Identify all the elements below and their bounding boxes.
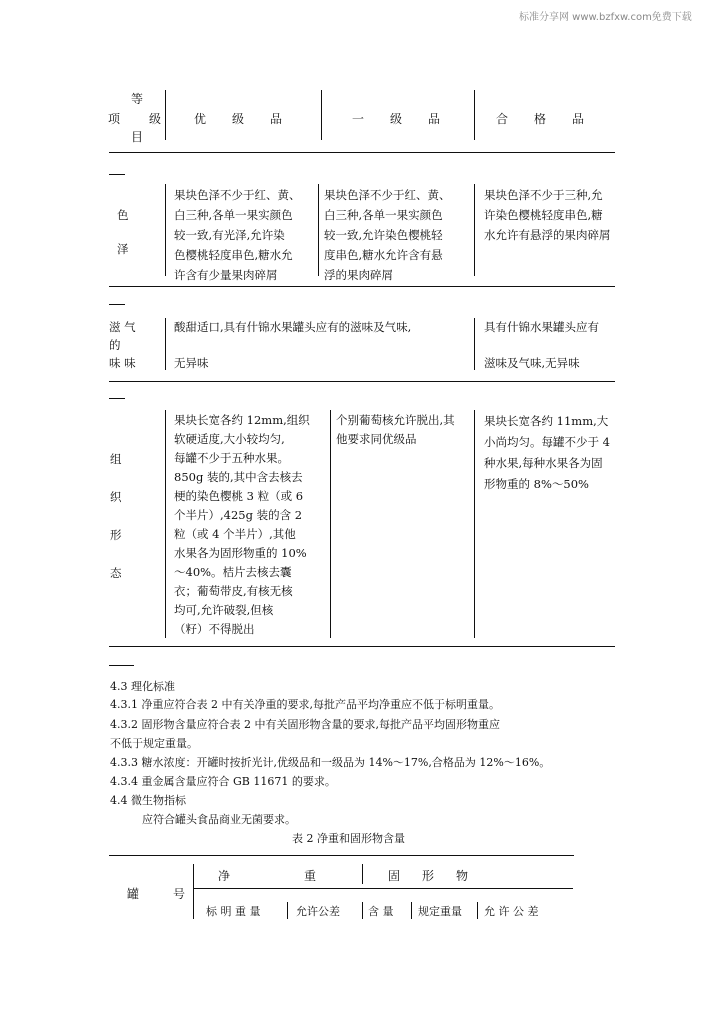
- table-rule: [109, 381, 615, 382]
- table-rule: [109, 286, 615, 287]
- clause-text: 应符合罐头食品商业无菌要求。: [142, 813, 296, 826]
- taste-label: 的: [109, 338, 121, 352]
- header-level-label: 级: [149, 112, 162, 126]
- clause-text: 4.3.4 重金属含量应符合 GB 11671 的要求。: [110, 775, 336, 788]
- section-heading: 4.3 理化标准: [110, 680, 175, 693]
- solids-content-header: 含 量: [368, 905, 394, 918]
- color-premium-text: 果块色泽不少于红、黄、 白三种,各单一果实颜色 较一致,有光泽,允许染 色樱桃轻度串色,糖水允 许含有少量果肉碎屑: [174, 188, 301, 282]
- texture-first-grade-text: 个别葡萄核允许脱出,其 他要求同优级品: [336, 413, 455, 446]
- column-divider: [474, 318, 475, 370]
- taste-qualified-text: 具有什锦水果罐头应有: [484, 320, 599, 334]
- column-divider: [165, 318, 166, 370]
- color-first-grade-text: 果块色泽不少于红、黄、 白三种,各单一果实颜色 较一致,允许染色樱桃轻 度串色,糖水允许含有悬 浮的果肉碎屑: [324, 188, 451, 282]
- column-divider: [474, 184, 475, 276]
- header-premium: 优 级 品: [194, 112, 283, 126]
- table-rule: [109, 855, 574, 856]
- taste-qualified-text: 滋味及气味,无异味: [484, 356, 580, 370]
- taste-premium-first-text: 酸甜适口,具有什锦水果罐头应有的滋味及气味,: [174, 320, 412, 334]
- section-heading: 4.4 微生物指标: [110, 794, 186, 807]
- taste-premium-first-text: 无异味: [174, 356, 209, 370]
- header-mu-label: 目: [131, 130, 144, 144]
- column-divider: [362, 864, 363, 884]
- column-divider: [362, 902, 363, 919]
- clause-text: 4.3.2 固形物含量应符合表 2 中有关固形物含量的要求,每批产品平均固形物重应: [110, 718, 500, 731]
- header-grade-label: 等: [131, 92, 144, 106]
- clause-text: 4.3.3 糖水浓度：开罐时按折光计,优级品和一级品为 14%～17%,合格品为 12%～16%。: [110, 756, 551, 769]
- table-rule: [109, 152, 615, 153]
- header-first-grade: 一 级 品: [352, 112, 441, 126]
- texture-premium-text: 果块长宽各约 12mm,组织 软硬适度,大小较均匀, 每罐不少于五种水果。 850g 装的,其中含去核去 梗的染色樱桃 3 粒（或 6 个半片）,425g 装的含 2 粒（或 4 个半片）,其他 水果各为固形物重的 10% ～40%。桔片去核去囊 衣；葡萄带皮,有核无核 均可,允许破裂,但核 （籽）不得脱出: [174, 413, 310, 636]
- texture-label: 组: [110, 452, 122, 466]
- table-rule: [109, 646, 615, 647]
- header-item-label: 项: [108, 112, 121, 126]
- watermark-text: 标准分享网 www.bzfxw.com免费下载: [519, 12, 692, 23]
- column-divider: [287, 902, 288, 919]
- solids-header: 固 形 物: [388, 869, 469, 883]
- column-divider: [477, 902, 478, 919]
- column-divider: [474, 90, 475, 140]
- header-qualified: 合 格 品: [496, 112, 585, 126]
- table-rule: [193, 888, 573, 889]
- taste-label: 味 味: [109, 356, 136, 370]
- column-divider: [411, 902, 412, 919]
- clause-text: 不低于规定重量。: [110, 737, 198, 750]
- taste-label: 滋 气: [109, 320, 136, 334]
- texture-label: 形: [110, 528, 122, 542]
- stated-weight-header: 标 明 重 量: [206, 905, 261, 918]
- texture-qualified-text: 果块长宽各约 11mm,大 小尚均匀。每罐不少于 4 种水果,每种水果各为固 形物重的 8%～50%: [484, 414, 610, 491]
- specified-weight-header: 规定重量: [418, 905, 462, 918]
- column-divider: [165, 184, 166, 276]
- color-qualified-text: 果块色泽不少于三种,允 许染色樱桃轻度串色,糖 水允许有悬浮的果肉碎屑: [484, 188, 611, 242]
- net-weight-header: 净 重: [218, 869, 317, 883]
- column-divider: [165, 90, 166, 140]
- column-divider: [321, 90, 322, 140]
- can-number-label: 罐 号: [127, 887, 186, 901]
- row-dash: [109, 304, 125, 305]
- texture-label: 态: [110, 566, 122, 580]
- column-divider: [330, 410, 331, 638]
- color-label: 色: [117, 208, 129, 222]
- color-label: 泽: [117, 242, 129, 256]
- row-dash: [109, 665, 134, 666]
- column-divider: [474, 410, 475, 638]
- net-tolerance-header: 允许公差: [296, 905, 340, 918]
- row-dash: [109, 174, 125, 175]
- texture-label: 织: [110, 490, 122, 504]
- column-divider: [193, 864, 194, 919]
- clause-text: 4.3.1 净重应符合表 2 中有关净重的要求,每批产品平均净重应不低于标明重量。: [110, 698, 500, 711]
- column-divider: [165, 410, 166, 638]
- row-dash: [109, 398, 125, 399]
- solids-tolerance-header: 允 许 公 差: [484, 905, 539, 918]
- column-divider: [318, 184, 319, 276]
- table-caption: 表 2 净重和固形物含量: [292, 832, 405, 845]
